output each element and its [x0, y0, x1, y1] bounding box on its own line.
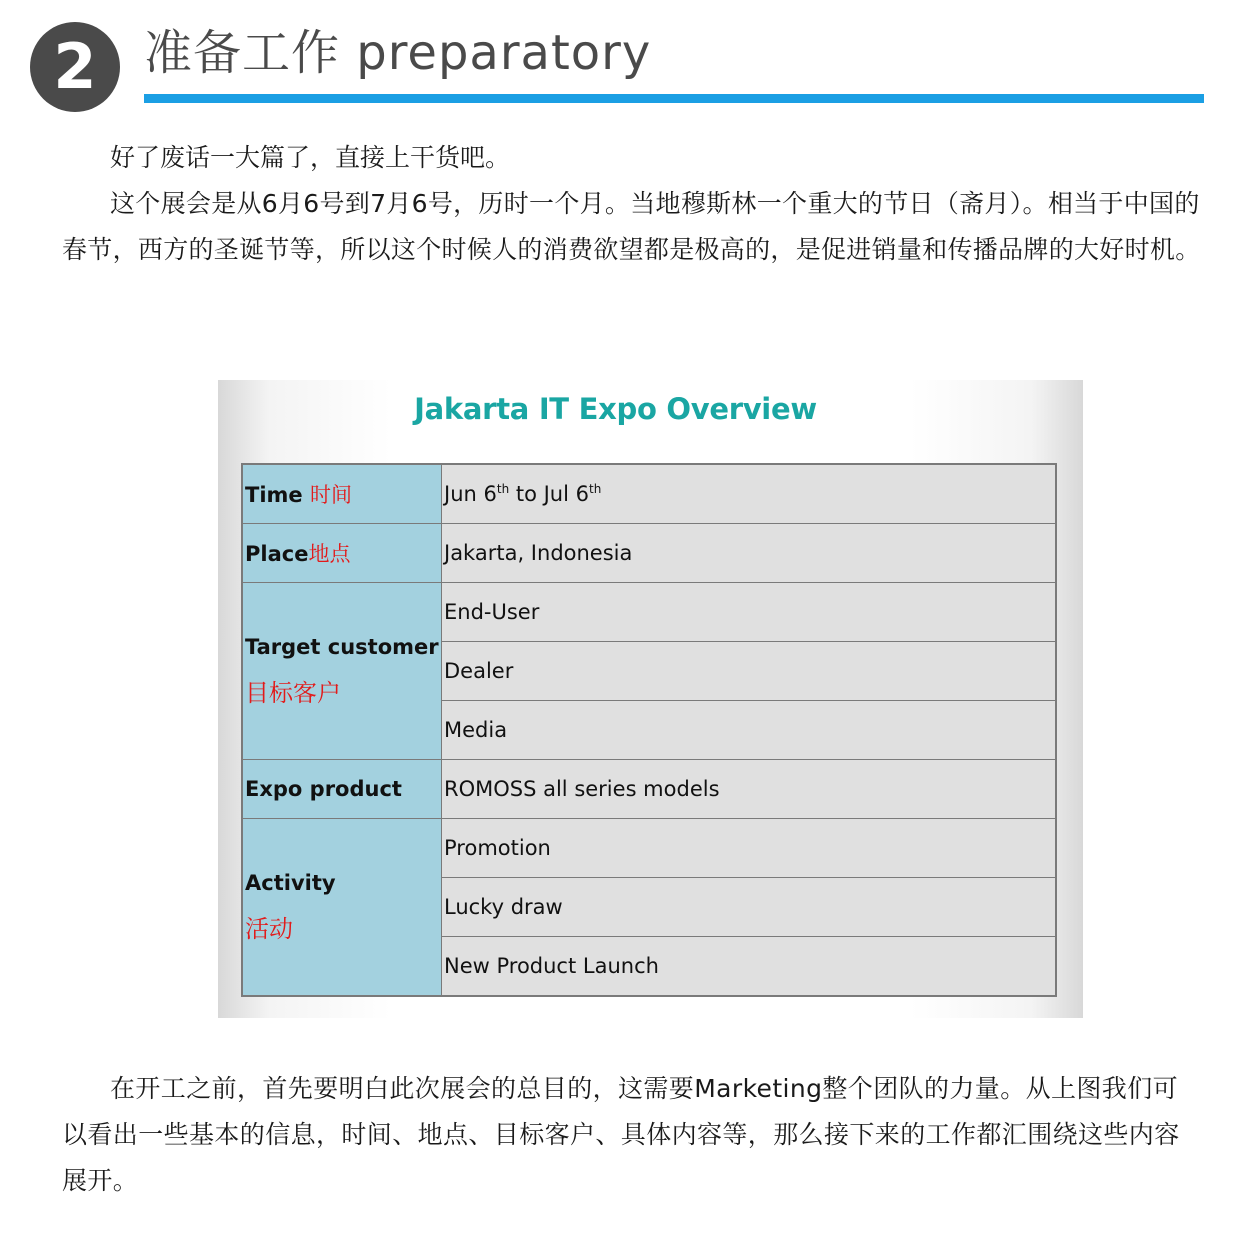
- expo-description-paragraph: 这个展会是从6月6号到7月6号，历时一个月。当地穆斯林一个重大的节日（斋月）。相当于中国的春节，西方的圣诞节等，所以这个时候人的消费欲望都是极高的，是促进销量和传播品牌的大好时机。: [62, 189, 1201, 264]
- table-row-product: [242, 760, 1056, 819]
- table-row-target: [242, 583, 1056, 642]
- time-label-cell: [242, 464, 442, 524]
- place-label: Place: [245, 542, 309, 566]
- activity-label-cell: [242, 819, 442, 997]
- section-title: 准备工作 preparatory: [144, 25, 652, 81]
- target-value: End-User: [442, 583, 1057, 642]
- product-value: ROMOSS all series models: [442, 760, 1057, 819]
- time-end: to Jul 6: [509, 482, 589, 506]
- place-value: Jakarta, Indonesia: [442, 524, 1057, 583]
- table-row-place: [242, 524, 1056, 583]
- target-label-cell: [242, 583, 442, 760]
- figure-title: Jakarta IT Expo Overview: [414, 392, 817, 426]
- activity-label-zh: 活动: [245, 914, 293, 943]
- target-label: Target customer: [245, 634, 439, 659]
- activity-label: Activity: [245, 870, 336, 895]
- target-value: Media: [442, 701, 1057, 760]
- summary-paragraph: 在开工之前，首先要明白此次展会的总目的，这需要Marketing整个团队的力量。从上图我们可以看出一些基本的信息，时间、地点、目标客户、具体内容等，那么接下来的工作都汇围绕这些内容展开。: [62, 1074, 1180, 1195]
- time-start: Jun 6: [444, 482, 497, 506]
- product-label: Expo product: [242, 760, 442, 819]
- table-row-activity: [242, 819, 1056, 878]
- time-end-suffix: th: [588, 482, 602, 496]
- time-label-zh: 时间: [309, 483, 352, 507]
- expo-overview-figure: [218, 380, 1083, 1018]
- target-value: Dealer: [442, 642, 1057, 701]
- table-row-time: [242, 464, 1056, 524]
- activity-value: New Product Launch: [442, 937, 1057, 997]
- title-underline: [144, 94, 1204, 103]
- intro-paragraph: 好了废话一大篇了，直接上干货吧。: [110, 143, 511, 172]
- time-value-cell: [442, 464, 1057, 524]
- activity-value: Lucky draw: [442, 878, 1057, 937]
- time-start-suffix: th: [496, 482, 510, 496]
- target-label-zh: 目标客户: [245, 678, 341, 707]
- place-label-cell: [242, 524, 442, 583]
- time-label: Time: [245, 483, 303, 507]
- activity-value: Promotion: [442, 819, 1057, 878]
- section-number-badge: 2: [30, 22, 120, 112]
- place-label-zh: 地点: [308, 542, 351, 566]
- expo-overview-table: [241, 463, 1057, 997]
